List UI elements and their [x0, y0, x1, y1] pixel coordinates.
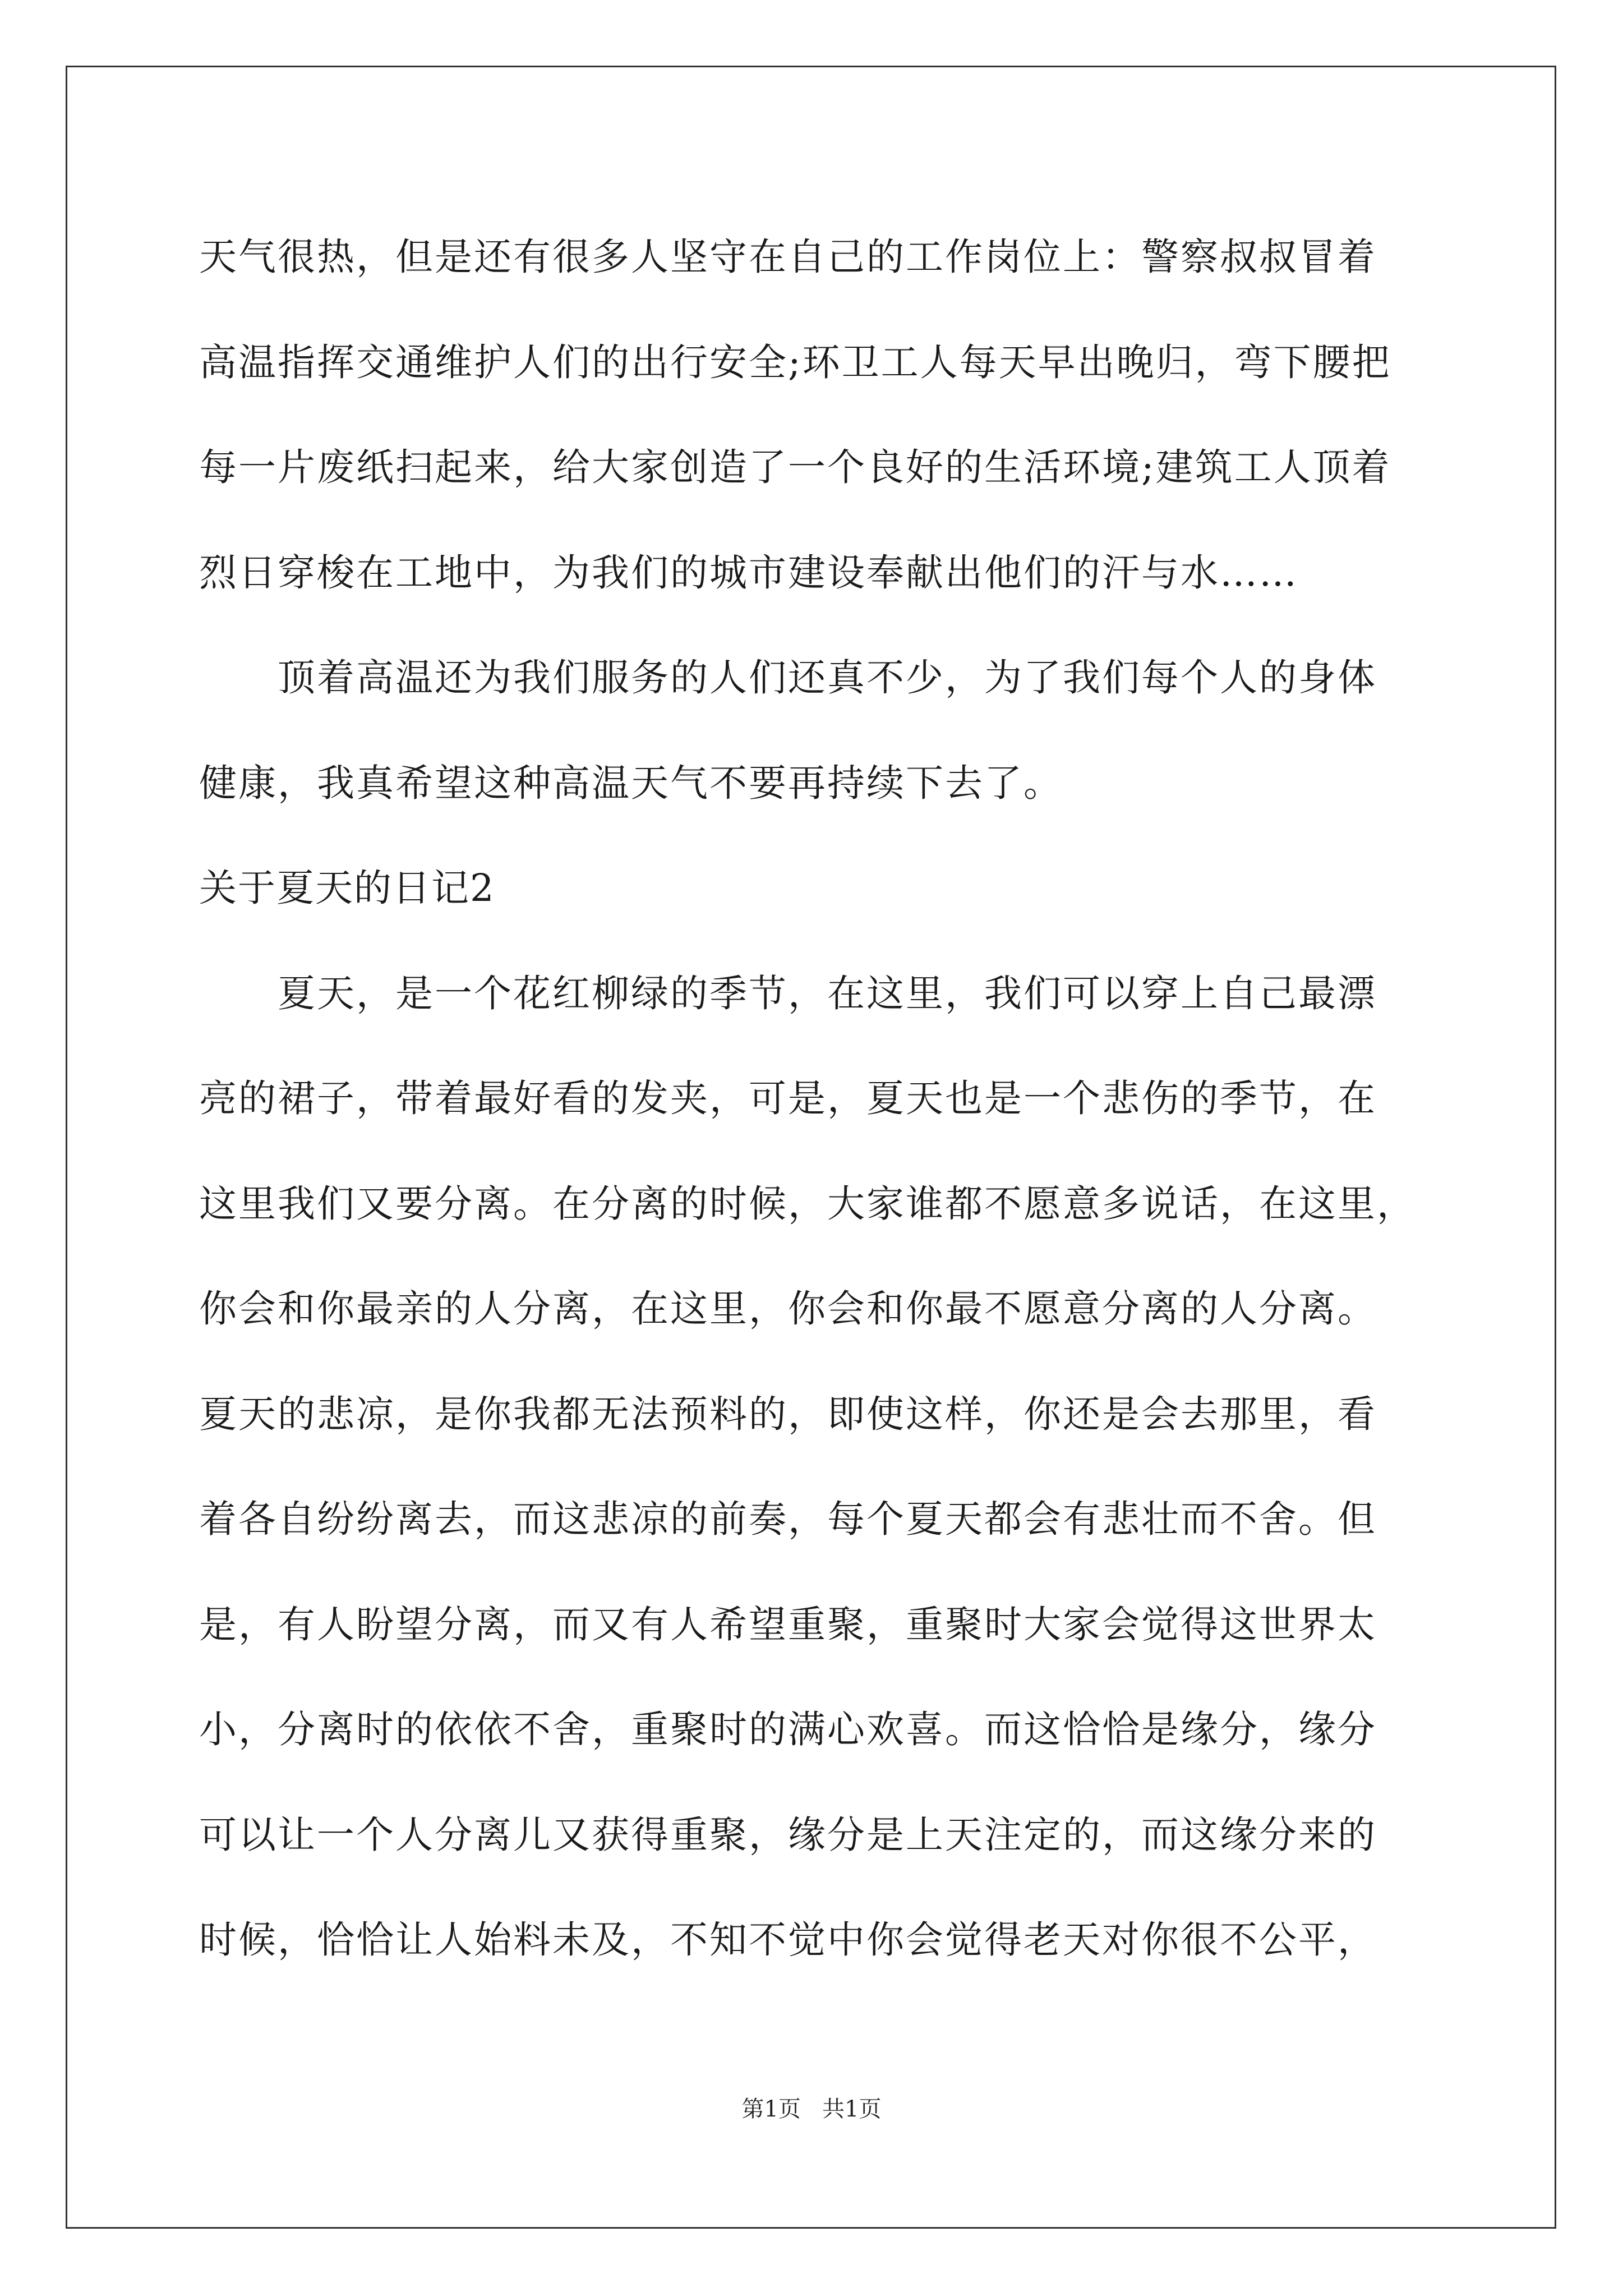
section-heading: 关于夏天的日记2 [199, 866, 495, 910]
text-line: 这里我们又要分离。在分离的时候，大家谁都不愿意多说话，在这里， [199, 1181, 1416, 1226]
text-line: 是，有人盼望分离，而又有人希望重聚，重聚时大家会觉得这世界太 [199, 1602, 1377, 1646]
document-body [199, 205, 1433, 1993]
text-line: 高温指挥交通维护人们的出行安全;环卫工人每天早出晚归，弯下腰把 [199, 340, 1391, 384]
paragraph-start-line: 夏天，是一个花红柳绿的季节，在这里，我们可以穿上自己最漂 [199, 971, 1377, 1015]
text-line: 小，分离时的依依不舍，重聚时的满心欢喜。而这恰恰是缘分，缘分 [199, 1708, 1377, 1751]
text-line: 烈日穿梭在工地中，为我们的城市建设奉献出他们的汗与水…… [199, 550, 1298, 595]
text-line: 每一片废纸扫起来，给大家创造了一个良好的生活环境;建筑工人顶着 [199, 445, 1391, 489]
text-line: 天气很热，但是还有很多人坚守在自己的工作岗位上：警察叔叔冒着 [199, 235, 1377, 279]
text-line: 夏天的悲凉，是你我都无法预料的，即使这样，你还是会去那里，看 [199, 1392, 1377, 1436]
text-line: 你会和你最亲的人分离，在这里，你会和你最不愿意分离的人分离。 [199, 1287, 1377, 1331]
text-line: 着各自纷纷离去，而这悲凉的前奏，每个夏天都会有悲壮而不舍。但 [199, 1497, 1377, 1541]
text-line: 亮的裙子，带着最好看的发夹，可是，夏天也是一个悲伤的季节，在 [199, 1076, 1377, 1120]
text-line: 可以让一个人分离儿又获得重聚，缘分是上天注定的，而这缘分来的 [199, 1812, 1377, 1857]
page-number-footer: 第1页 共1页 [741, 2096, 882, 2122]
text-line: 时候，恰恰让人始料未及，不知不觉中你会觉得老天对你很不公平， [199, 1918, 1377, 1962]
paragraph-start-line: 顶着高温还为我们服务的人们还真不少，为了我们每个人的身体 [199, 656, 1377, 700]
text-line: 健康，我真希望这种高温天气不要再持续下去了。 [199, 761, 1063, 805]
